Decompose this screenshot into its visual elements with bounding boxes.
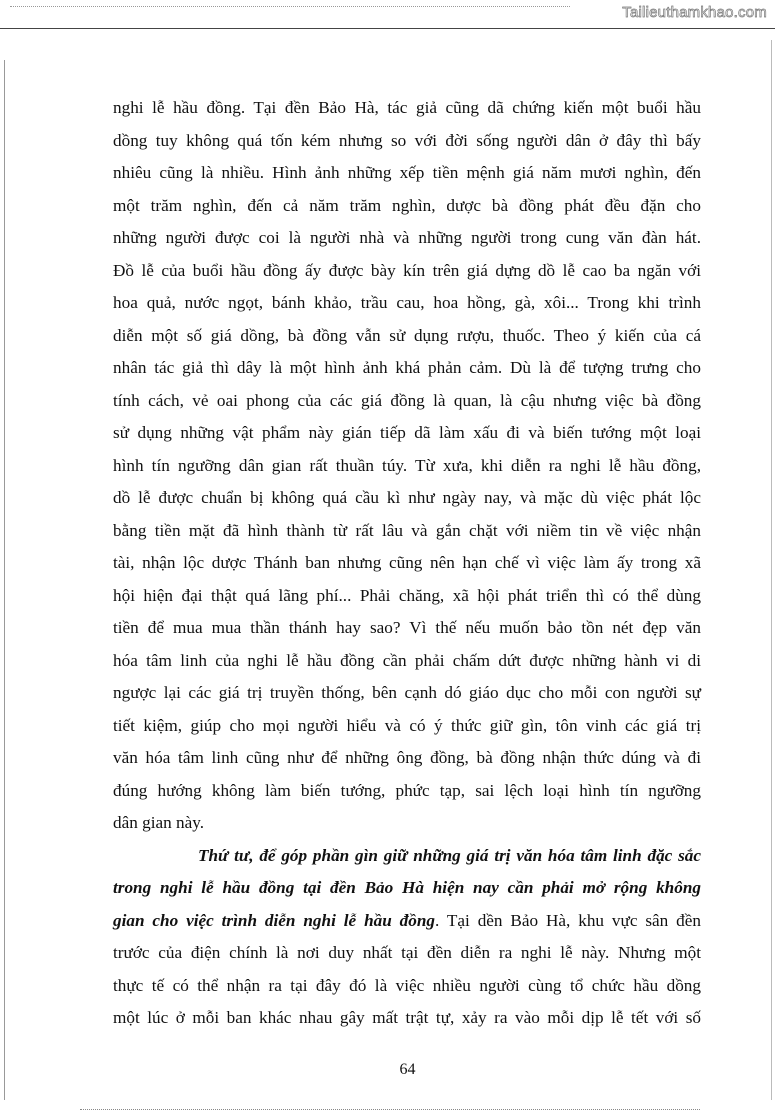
text-line: tính cách, vẻ oai phong của các giá đồng là quan, là cậu nhưng việc bà đồng <box>113 390 701 410</box>
text-line: tiền để mua mua thần thánh hay sao? Vì thế nếu muốn bảo tồn nét đẹp văn <box>113 618 701 637</box>
text-line: nghi lễ hầu đồng. Tại đền Bảo Hà, tác giả cũng dã chứng kiến một buổi hầu <box>113 98 701 117</box>
text-line: nhiêu cũng là nhiều. Hình ảnh những xếp tiền mệnh giá năm mươi nghìn, đến <box>113 163 701 182</box>
bold-italic-text: gian cho việc trình diễn nghi lễ hầu đồng <box>113 910 436 930</box>
text-line: bằng tiền mặt đã hình thành từ rất lâu và gắn chặt với niềm tin về việc nhận <box>113 520 701 540</box>
text-line: những người được coi là người nhà và những người trong cung văn đàn hát. <box>113 228 701 247</box>
text-line: Đồ lễ của buổi hầu đồng ấy được bày kín trên giá dựng dồ lễ cao ba ngăn với <box>113 260 701 280</box>
text-line: trước của điện chính là nơi duy nhất tại đền diễn ra nghi lễ này. Nhưng một <box>113 943 701 962</box>
text-line: dồng tuy không quá tốn kém nhưng so với đời sống người dân ở đây thì bấy <box>113 130 701 150</box>
paragraph-2 <box>113 840 701 1035</box>
text-line: một trăm nghìn, đến cả năm trăm nghìn, dược bà đồng phát đều đặn cho <box>113 195 701 215</box>
watermark: Tailieuthamkhao.com <box>622 4 767 21</box>
right-scan-edge <box>771 40 772 1100</box>
page-number: 64 <box>399 1061 416 1078</box>
text-line: nhân tác giả thì dây là một hình ảnh khá phản cảm. Dù là để tượng trưng cho <box>113 358 701 377</box>
bottom-scan-edge <box>80 1109 700 1110</box>
text-line: văn hóa tâm linh cũng như để những ông đồng, bà đồng nhận thức dúng và đi <box>113 748 701 767</box>
text-line: tiết kiệm, giúp cho mọi người hiểu và có ý thức giữ gìn, tôn vinh các giá trị <box>113 715 701 735</box>
text-line <box>113 840 701 873</box>
text-line <box>113 872 701 905</box>
bold-italic-text: Thứ tư, để góp phần gìn giữ những giá trị văn hóa tâm linh đặc sắc <box>198 845 701 865</box>
text-line: hóa tâm linh của nghi lễ hầu đồng cần phải chấm dứt được những hành vi di <box>113 650 701 670</box>
text-line: thực tế có thể nhận ra tại đây đó là việc nhiều người cùng tổ chức hầu dồng <box>113 975 701 995</box>
paragraph-1 <box>113 92 701 840</box>
text-line: hội hiện đại thật quá lãng phí... Phải chăng, xã hội phát triển thì có thể dùng <box>113 585 701 605</box>
text-span: . Tại dền Bảo Hà, khu vực sân đền <box>435 910 701 930</box>
text-line: hoa quả, nước ngọt, bánh khảo, trầu cau, hoa hồng, gà, xôi... Trong khi trình <box>113 293 701 312</box>
text-line: tài, nhận lộc dược Thánh ban nhưng cũng nên hạn chế vì việc làm ấy trong xã <box>113 553 701 572</box>
text-line <box>113 905 701 938</box>
text-line: đúng hướng không làm biến tướng, phức tạp, sai lệch loại hình tín ngưỡng <box>113 780 701 800</box>
bold-italic-text: trong nghi lễ hầu đồng tại đền Bảo Hà hiện nay cần phải mở rộng không <box>113 878 701 897</box>
text-line: ngược lại các giá trị truyền thống, bên cạnh dó giáo dục cho mỗi con người sự <box>113 683 701 702</box>
text-line: hình tín ngưỡng dân gian rất thuần túy. Từ xưa, khi diễn ra nghi lễ hầu đồng, <box>113 455 701 475</box>
top-border <box>0 28 775 29</box>
text-line: sử dụng những vật phẩm này gián tiếp dã làm xấu đi và biến tướng một loại <box>113 423 701 442</box>
text-line: diễn một số giá dồng, bà đồng vẫn sử dụng rượu, thuốc. Theo ý kiến của cá <box>113 325 701 345</box>
left-scan-edge <box>4 60 5 1100</box>
text-line: một lúc ở mỗi ban khác nhau gây mất trật tự, xảy ra vào mỗi dịp lễ tết với số <box>113 1008 701 1027</box>
text-line: dồ lễ được chuẩn bị không quá cầu kì như ngày nay, và mặc dù việc phát lộc <box>113 488 701 507</box>
document-body <box>113 92 701 1035</box>
text-line: dân gian này. <box>113 813 204 832</box>
scan-artifacts <box>10 6 570 11</box>
